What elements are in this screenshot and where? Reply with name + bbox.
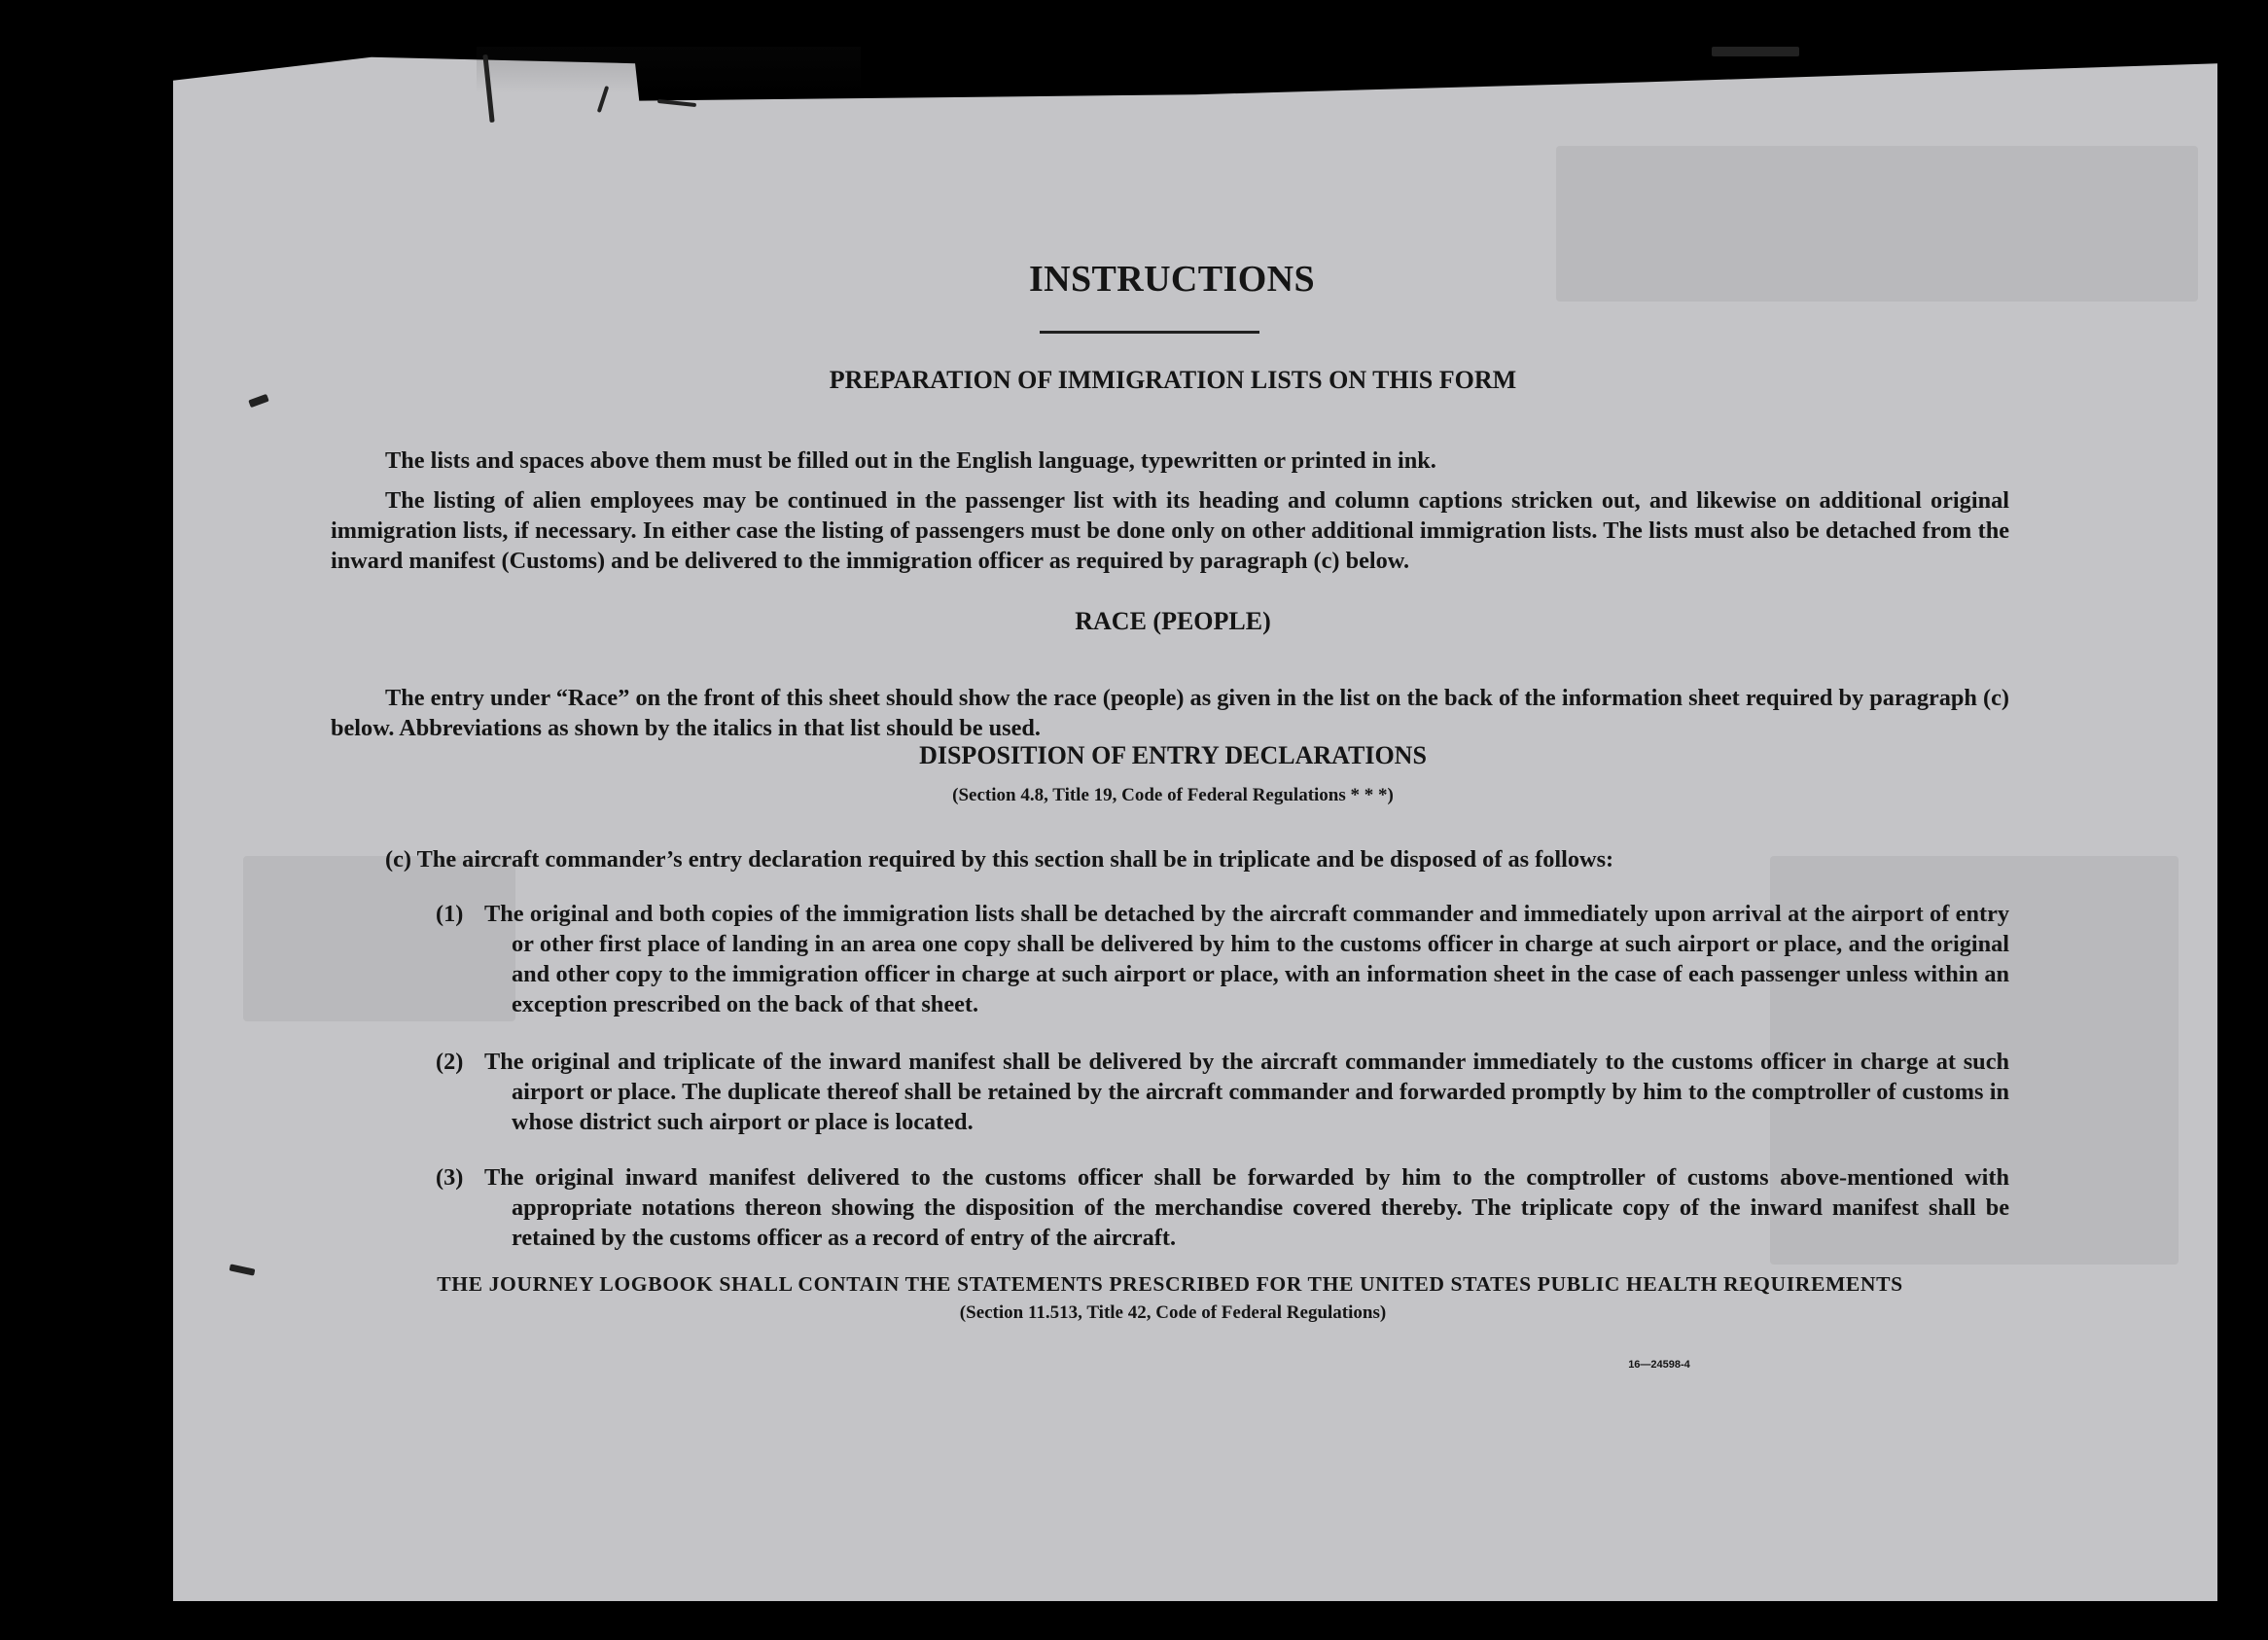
preparation-heading: PREPARATION OF IMMIGRATION LISTS ON THIS FORM [829, 366, 1517, 394]
page-title: INSTRUCTIONS [1028, 259, 1316, 300]
preparation-paragraph-1: The lists and spaces above them must be filled out in the English language, typewritten or printed in ink. [385, 447, 1436, 475]
health-requirements-citation: (Section 11.513, Title 42, Code of Federal Regulations) [959, 1302, 1387, 1323]
item-number: (3) [436, 1164, 464, 1192]
item-text: The original inward manifest delivered to the customs officer shall be forwarded by him to the comptroller of customs above-mentioned with appropriate notations thereon showing the disposition of the merchandise covered thereby. The triplicate copy of the inward manifest shall be retained by the customs officer as a record of entry of the aircraft. [484, 1164, 2009, 1252]
disposition-heading: DISPOSITION OF ENTRY DECLARATIONS [919, 741, 1427, 769]
disposition-item [436, 1162, 2009, 1253]
preparation-paragraph-2: The listing of alien employees may be continued in the passenger list with its heading and column captions stricken out, and likewise on additional original immigration lists, if necessary. In either case the listing of passengers must be done only on other additional immigration lists. The lists must also be detached from the inward manifest (Customs) and be delivered to the immigration officer as required by paragraph (c) below. [331, 487, 2009, 575]
disposition-item [436, 1047, 2009, 1137]
title-underline [1040, 331, 1259, 334]
item-number: (1) [436, 901, 464, 928]
race-paragraph: The entry under “Race” on the front of this sheet should show the race (people) as given in the list on the back of the information sheet required by paragraph (c) below. Abbreviations as shown by the italics in that list should be used. [331, 685, 2009, 742]
health-requirements-heading: THE JOURNEY LOGBOOK SHALL CONTAIN THE STATEMENTS PRESCRIBED FOR THE UNITED STATES PUBLIC HEALTH REQUIREMENTS [437, 1272, 1903, 1296]
disposition-citation: (Section 4.8, Title 19, Code of Federal Regulations * * *) [952, 785, 1394, 805]
item-text: The original and triplicate of the inward manifest shall be delivered by the aircraft commander immediately to the customs officer in charge at such airport or place. The duplicate thereof shall be retained by the aircraft commander and forwarded promptly by him to the comptroller of customs in whose district such airport or place is located. [484, 1049, 2009, 1136]
form-number: 16—24598-4 [1628, 1359, 1690, 1371]
disposition-intro: (c) The aircraft commander’s entry declaration required by this section shall be in triplicate and be disposed of as follows: [385, 846, 1614, 873]
item-number: (2) [436, 1049, 464, 1076]
disposition-item [436, 899, 2009, 1019]
race-heading: RACE (PEOPLE) [1075, 607, 1271, 635]
item-text: The original and both copies of the immigration lists shall be detached by the aircraft commander and immediately upon arrival at the airport of entry or other first place of landing in an area one copy shall be delivered by him to the customs officer in charge at such airport or place, and the original and other copy to the immigration officer in charge at such airport or place, with an information sheet in the case of each passenger unless within an exception prescribed on the back of that sheet. [484, 901, 2009, 1018]
